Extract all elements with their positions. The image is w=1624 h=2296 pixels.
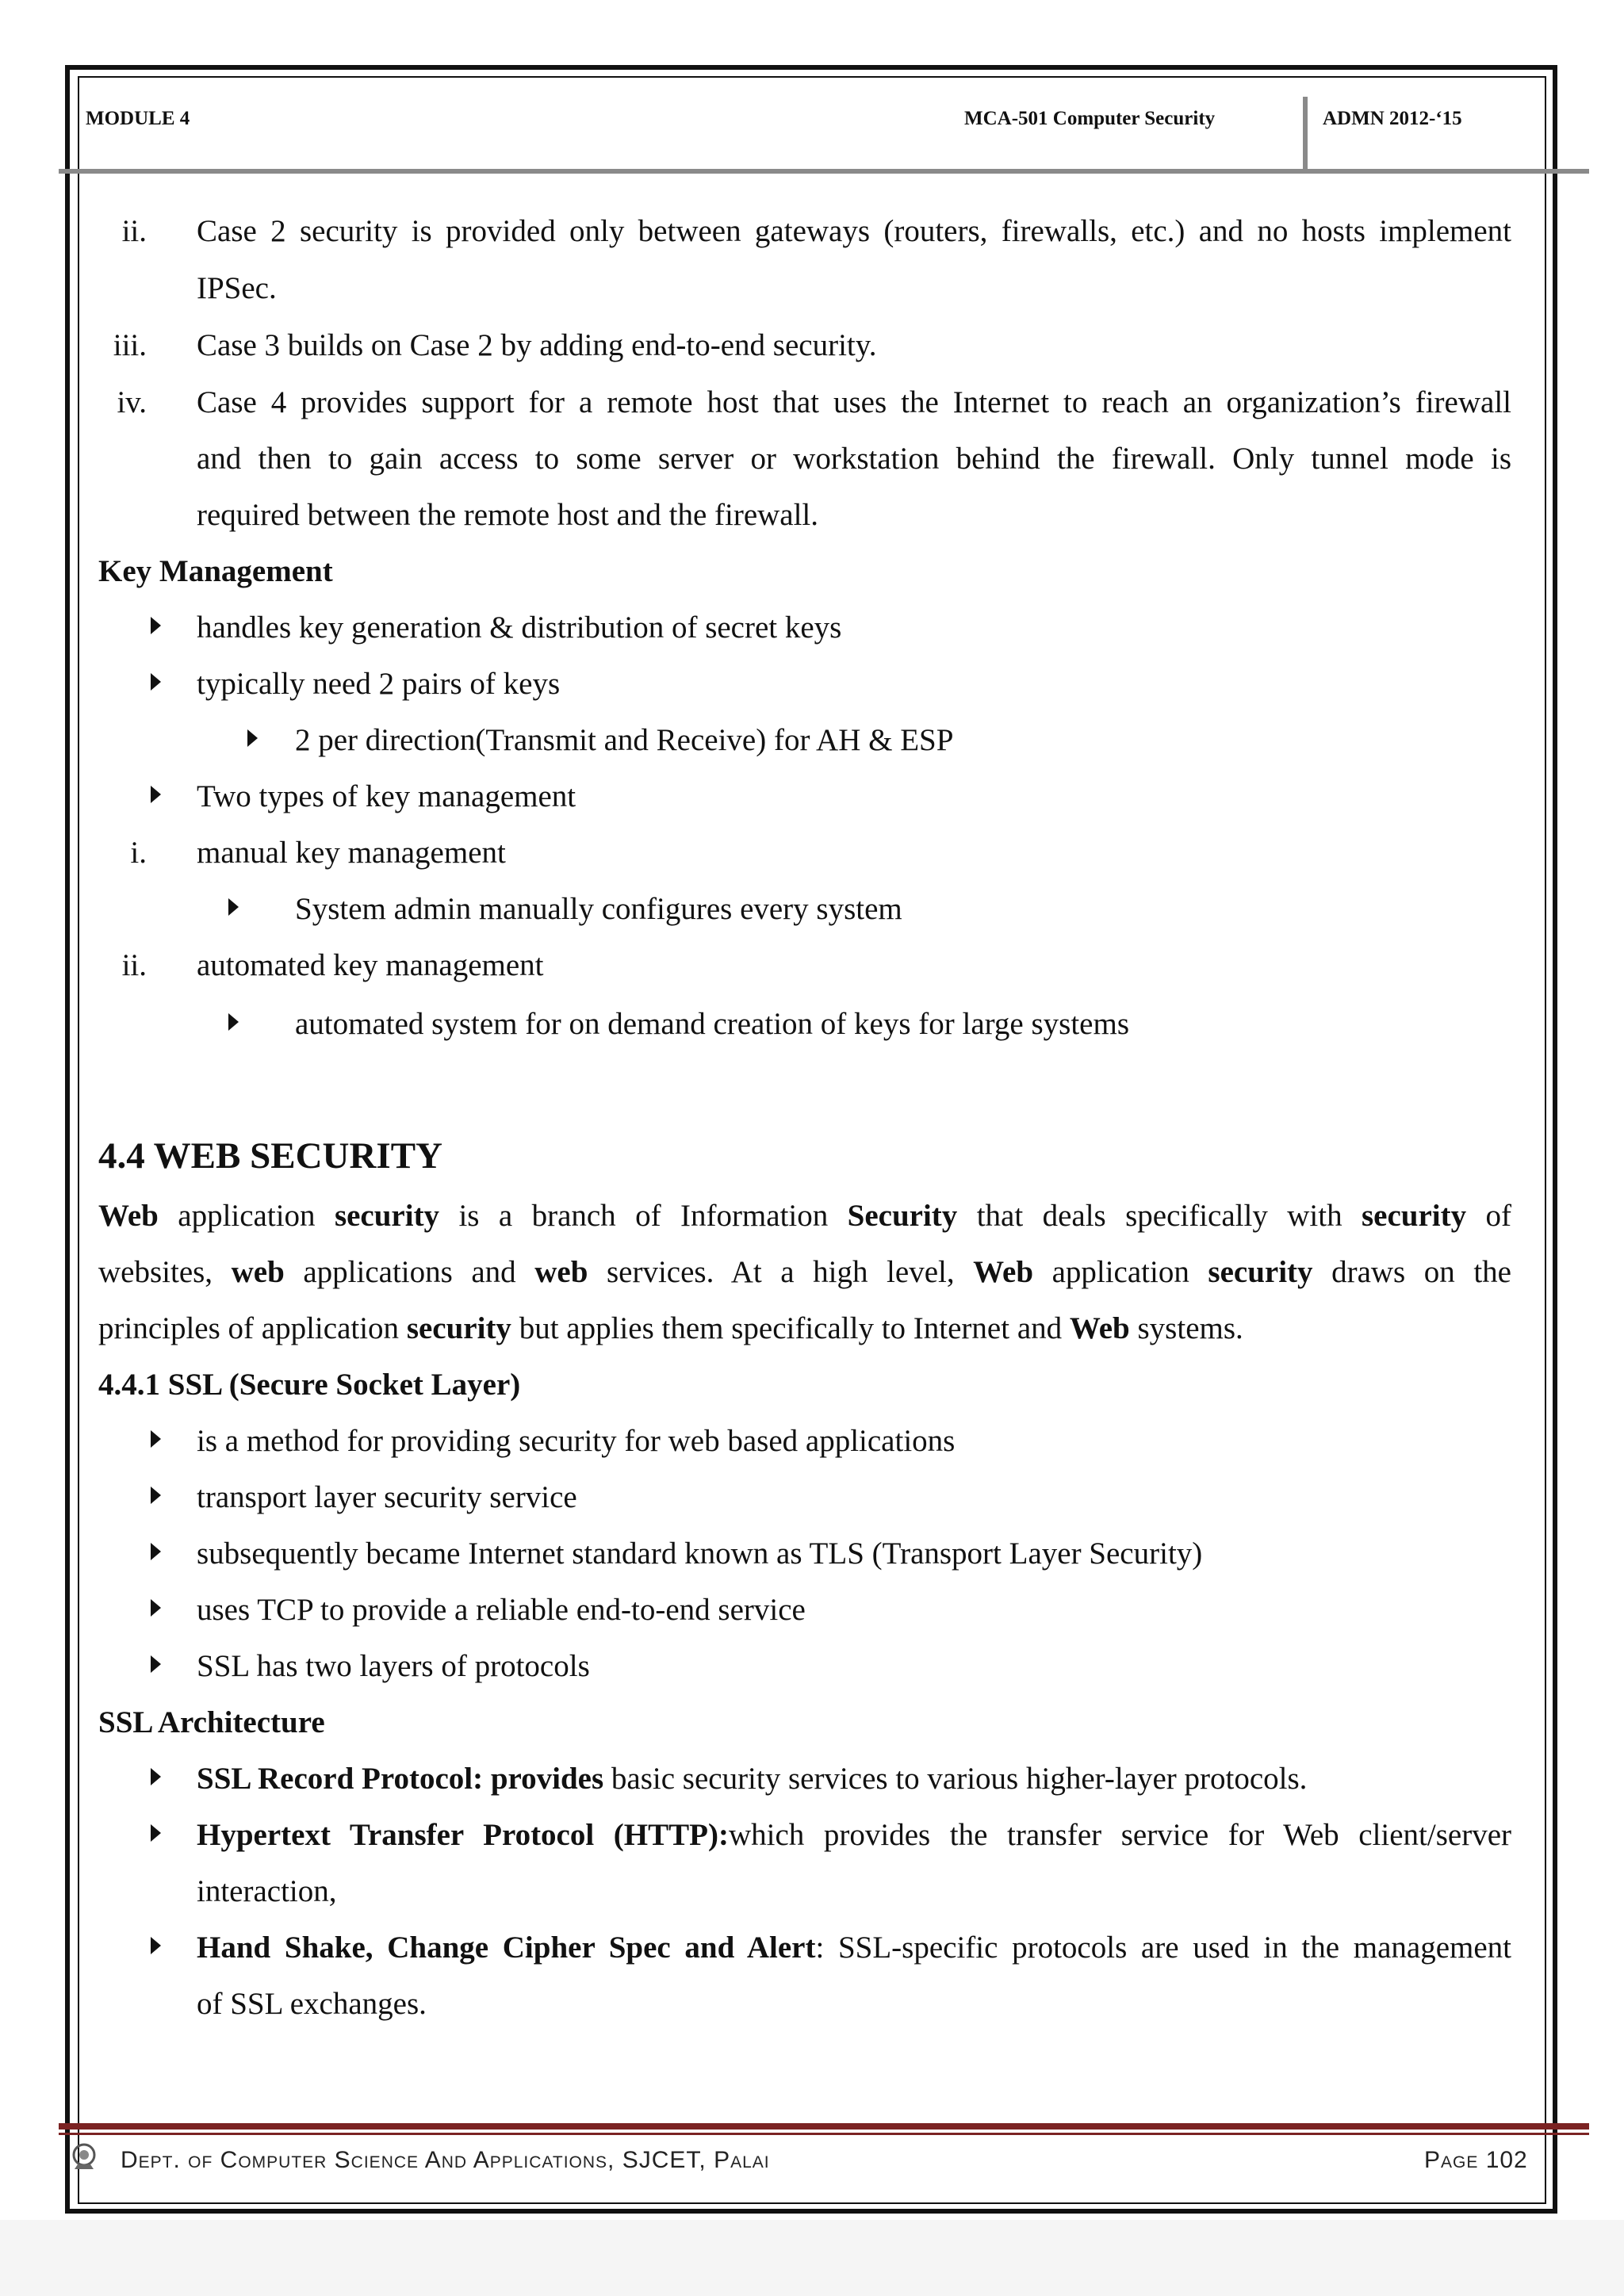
bullet-arrow-icon [151,786,161,803]
web-security-paragraph-line2: websites, web applications and web services. At a high level, Web application security draws on the [98,1255,1511,1289]
ssl-architecture-heading: SSL Architecture [98,1705,325,1739]
bullet-arrow-icon [151,1937,161,1954]
km-bullet-3: Two types of key management [197,779,576,813]
km-type1-marker: i. [130,836,147,870]
case-4-text-line1: Case 4 provides support for a remote host that uses the Internet to reach an organization’s firewall [197,385,1511,419]
page-bottom-margin [0,2220,1624,2296]
ssl-bullet-1: is a method for providing security for web based applications [197,1424,956,1458]
web-security-paragraph-line3: principles of application security but applies them specifically to Internet and Web systems. [98,1311,1243,1345]
km-type2: automated key management [197,948,544,982]
ssl-arch-item-2-line1: Hypertext Transfer Protocol (HTTP):which provides the transfer service for Web client/server [197,1818,1511,1852]
km-bullet-2: typically need 2 pairs of keys [197,667,561,701]
bullet-arrow-icon [151,673,161,691]
bullet-arrow-icon [151,617,161,634]
ssl-arch-item-3-line1: Hand Shake, Change Cipher Spec and Alert: SSL-specific protocols are used in the management [197,1931,1511,1965]
footer-department: Dept. of Computer Science And Applications, SJCET, Palai [121,2147,770,2173]
case-2-marker: ii. [121,214,147,248]
case-4-marker: iv. [117,385,147,419]
ssl-arch-item-2-line2: interaction, [197,1874,337,1908]
header-batch: ADMN 2012-‘15 [1323,108,1462,129]
ssl-bullet-5: SSL has two layers of protocols [197,1649,590,1683]
bullet-arrow-icon [151,1487,161,1504]
bullet-arrow-icon [151,1768,161,1785]
section-title-web-security: 4.4 WEB SECURITY [98,1135,442,1177]
ssl-heading: 4.4.1 SSL (Secure Socket Layer) [98,1368,521,1402]
case-3-text: Case 3 builds on Case 2 by adding end-to-end security. [197,328,877,362]
header-divider [1303,97,1308,171]
bullet-arrow-icon [228,898,239,916]
km-type2-sub: automated system for on demand creation of keys for large systems [295,1007,1129,1041]
ssl-arch-item-3-line2: of SSL exchanges. [197,1987,427,2021]
case-4-text-line2: and then to gain access to some server or workstation behind the firewall. Only tunnel mode is [197,442,1511,476]
case-2-text-line2: IPSec. [197,271,277,305]
ssl-bullet-3: subsequently became Internet standard known as TLS (Transport Layer Security) [197,1536,1203,1571]
footer-page-number: Page 102 [1424,2147,1528,2173]
case-3-marker: iii. [113,328,147,362]
bullet-arrow-icon [247,729,258,747]
km-bullet-1: handles key generation & distribution of secret keys [197,610,842,645]
ssl-bullet-4: uses TCP to provide a reliable end-to-end service [197,1593,806,1627]
bullet-arrow-icon [151,1430,161,1448]
header-rule [59,169,1589,174]
bullet-arrow-icon [151,1599,161,1617]
km-type1: manual key management [197,836,506,870]
footer-rule [59,2123,1589,2130]
header-module: MODULE 4 [86,108,190,129]
footer-rule-thin [59,2133,1589,2135]
bullet-arrow-icon [151,1824,161,1842]
bullet-arrow-icon [151,1543,161,1560]
case-4-text-line3: required between the remote host and the firewall. [197,498,819,532]
bullet-arrow-icon [228,1013,239,1031]
bullet-arrow-icon [151,1655,161,1673]
web-security-paragraph-line1: Web application security is a branch of Information Security that deals specifically with security of [98,1199,1511,1233]
km-type1-sub: System admin manually configures every system [295,892,902,926]
km-sub-bullet-2: 2 per direction(Transmit and Receive) for AH & ESP [295,723,954,757]
case-2-text-line1: Case 2 security is provided only between gateways (routers, firewalls, etc.) and no hosts implement [197,214,1511,248]
ssl-bullet-2: transport layer security service [197,1480,577,1514]
key-management-heading: Key Management [98,554,333,588]
ssl-arch-item-1: SSL Record Protocol: provides basic security services to various higher-layer protocols. [197,1762,1308,1796]
km-type2-marker: ii. [121,948,147,982]
header-course: MCA-501 Computer Security [964,108,1216,129]
college-logo-icon [70,2141,98,2172]
